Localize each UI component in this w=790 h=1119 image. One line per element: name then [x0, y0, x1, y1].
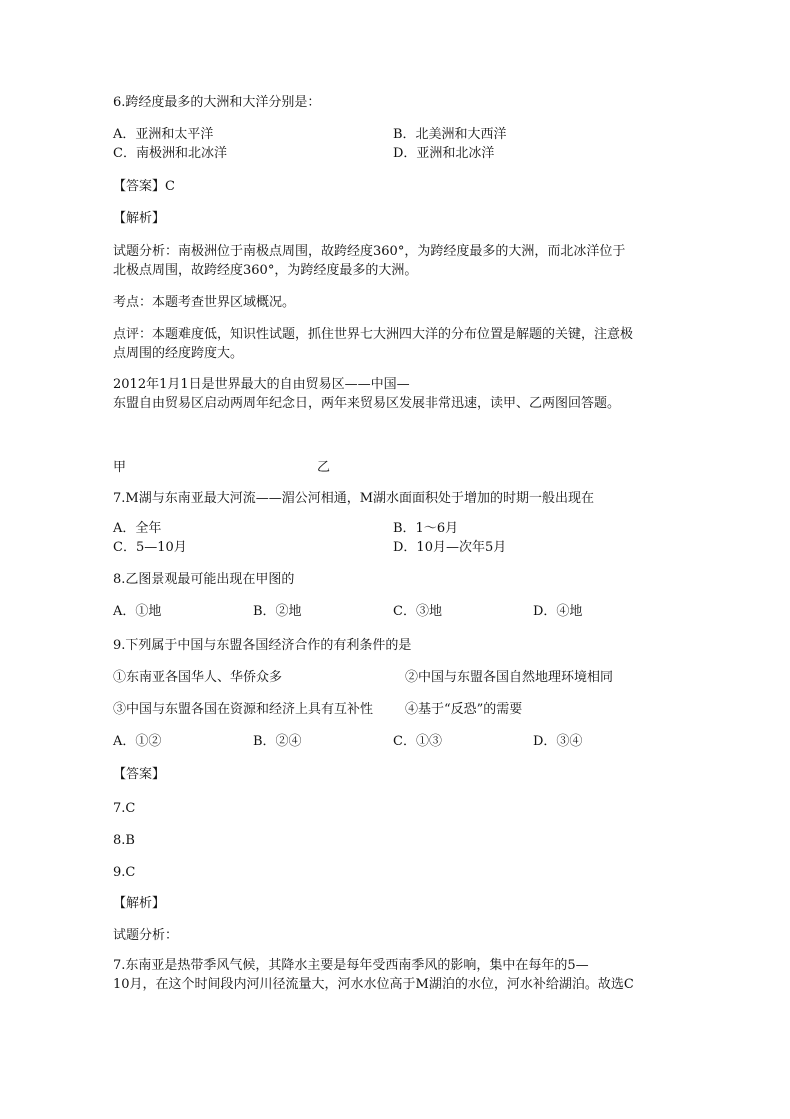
q7-option-b: B．1～6月: [393, 521, 459, 536]
answer-7: 7.C: [113, 801, 136, 816]
q9-option-c: C．①③: [393, 734, 442, 749]
figure-label-jia: 甲: [113, 460, 127, 475]
q6-analysis-heading: 【解析】: [113, 211, 166, 226]
answers-heading: 【答案】: [113, 767, 166, 782]
q6-option-d: D．亚洲和北冰洋: [393, 146, 495, 161]
q7-option-c: C．5—10月: [113, 540, 187, 555]
q9-option-d: D．③④: [533, 734, 583, 749]
question-9-stem: 9.下列属于中国与东盟各国经济合作的有利条件的是: [113, 638, 412, 653]
q6-comment-line-1: 点评：本题难度低，知识性试题，抓住世界七大洲四大洋的分布位置是解题的关键，注意极: [113, 327, 634, 342]
q6-option-c: C．南极洲和北冰洋: [113, 146, 227, 161]
q7-analysis-line-1: 7.东南亚是热带季风气候，其降水主要是每年受西南季风的影响，集中在每年的5—: [113, 958, 589, 973]
q8-option-c: C．③地: [393, 604, 442, 619]
q7-option-d: D．10月—次年5月: [393, 540, 507, 555]
q8-option-a: A．①地: [113, 604, 162, 619]
q9-option-a: A．①②: [113, 734, 162, 749]
analysis-heading: 【解析】: [113, 896, 166, 911]
q6-comment-line-2: 点周围的经度跨度大。: [113, 346, 244, 361]
q9-item-3: ③中国与东盟各国在资源和经济上具有互补性: [113, 702, 374, 717]
q9-item-2: ②中国与东盟各国自然地理环境相同: [405, 670, 614, 685]
analysis-lead: 试题分析：: [113, 928, 179, 943]
q8-option-d: D．④地: [533, 604, 583, 619]
q7-option-a: A．全年: [113, 521, 162, 536]
question-7-stem: 7.M湖与东南亚最大河流——湄公河相通，M湖水面面积处于增加的时期一般出现在: [113, 491, 595, 506]
q6-point: 考点：本题考查世界区域概况。: [113, 295, 296, 310]
q8-option-b: B．②地: [253, 604, 302, 619]
q9-item-1: ①东南亚各国华人、华侨众多: [113, 670, 283, 685]
q7-analysis-line-2: 10月，在这个时间段内河川径流量大，河水水位高于M湖泊的水位，河水补给湖泊。故选C: [113, 977, 634, 992]
question-6-stem: 6.跨经度最多的大洲和大洋分别是：: [113, 95, 321, 110]
q6-option-a: A．亚洲和太平洋: [113, 127, 214, 142]
q6-answer: 【答案】C: [113, 179, 175, 194]
figure-label-yi: 乙: [317, 460, 331, 475]
q6-analysis-line-2: 北极点周围，故跨经度360°，为跨经度最多的大洲。: [113, 263, 418, 278]
q6-option-b: B．北美洲和大西洋: [393, 127, 507, 142]
q9-item-4: ④基于“反恐”的需要: [405, 702, 523, 717]
answer-9: 9.C: [113, 865, 136, 880]
q9-option-b: B．②④: [253, 734, 302, 749]
q6-analysis-line-1: 试题分析：南极洲位于南极点周围，故跨经度360°，为跨经度最多的大洲，而北冰洋位于: [113, 244, 626, 259]
intro-line-1: 2012年1月1日是世界最大的自由贸易区——中国—: [113, 377, 410, 392]
intro-line-2: 东盟自由贸易区启动两周年纪念日，两年来贸易区发展非常迅速，读甲、乙两图回答题。: [113, 396, 621, 411]
question-8-stem: 8.乙图景观最可能出现在甲图的: [113, 572, 295, 587]
answer-8: 8.B: [113, 833, 135, 848]
